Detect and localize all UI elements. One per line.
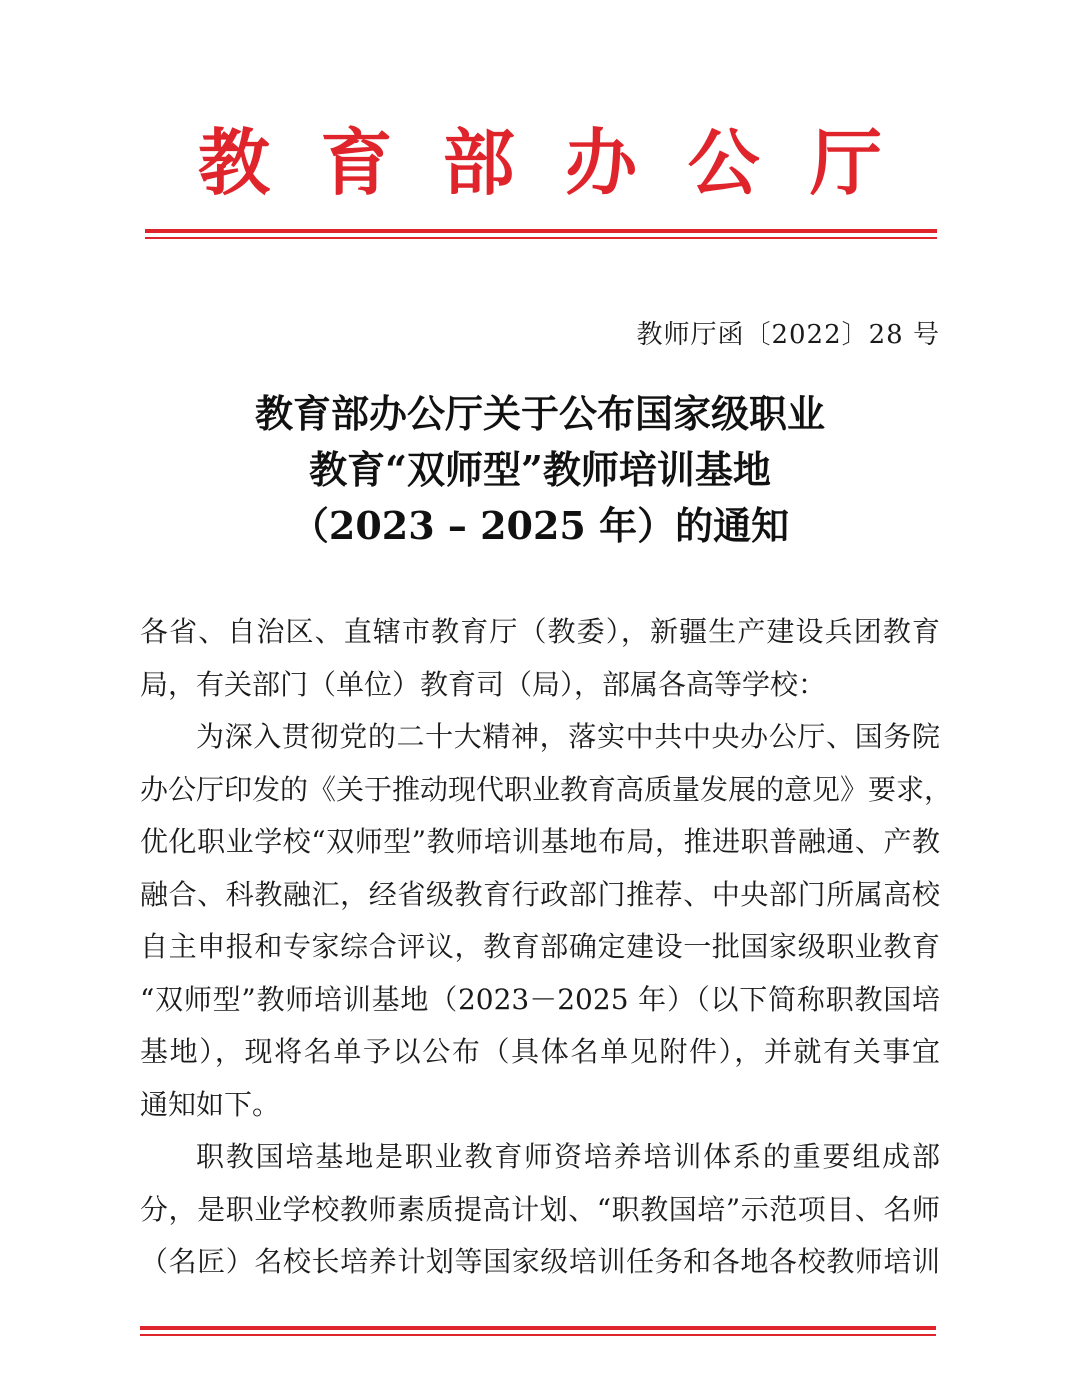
body-line: “双师型”教师培训基地（2023－2025 年）（以下简称职教国培 (140, 982, 940, 1016)
body-line: 融合、科教融汇，经省级教育行政部门推荐、中央部门所属高校 (140, 877, 940, 911)
body-line: 分，是职业学校教师素质提高计划、“职教国培”示范项目、名师 (140, 1192, 940, 1226)
body-line: 通知如下。 (140, 1087, 281, 1121)
body-line: 职教国培基地是职业教育师资培养培训体系的重要组成部 (196, 1140, 940, 1173)
body-line: 自主申报和专家综合评议，教育部确定建设一批国家级职业教育 (140, 930, 940, 963)
masthead-organization (140, 118, 940, 208)
footer-red-rule-thick (140, 1326, 936, 1330)
title-line: （2023 – 2025 年）的通知 (290, 503, 790, 548)
body-line: （名匠）名校长培养计划等国家级培训任务和各地各校教师培训 (140, 1245, 940, 1278)
body-line: 局，有关部门（单位）教育司（局），部属各高等学校： (140, 667, 827, 701)
body-line: 优化职业学校“双师型”教师培训基地布局，推进职普融通、产教 (140, 825, 940, 858)
title-line: 教育“双师型”教师培训基地 (309, 447, 771, 492)
body-line: 为深入贯彻党的二十大精神，落实中共中央办公厅、国务院 (196, 720, 940, 753)
masthead-char: 厅 (809, 120, 882, 205)
header-red-rule-thick (145, 229, 937, 233)
body-line: 办公厅印发的《关于推动现代职业教育高质量发展的意见》要求， (140, 772, 953, 806)
body-line: 基地），现将名单予以公布（具体名单见附件），并就有关事宜 (140, 1035, 940, 1068)
masthead-char: 办 (565, 120, 638, 205)
document-body (140, 606, 953, 1289)
footer-red-rule-thin (140, 1334, 936, 1336)
header-red-rule-thin (145, 237, 937, 239)
document-number: 教师厅函〔2022〕28 号 (636, 320, 940, 350)
masthead-char: 育 (320, 120, 393, 205)
body-line: 各省、自治区、直辖市教育厅（教委），新疆生产建设兵团教育 (140, 615, 940, 648)
document-title (140, 386, 940, 554)
masthead-char: 部 (442, 120, 515, 205)
title-line: 教育部办公厅关于公布国家级职业 (254, 391, 825, 436)
masthead-char: 教 (198, 120, 271, 205)
masthead-char: 公 (687, 120, 760, 205)
